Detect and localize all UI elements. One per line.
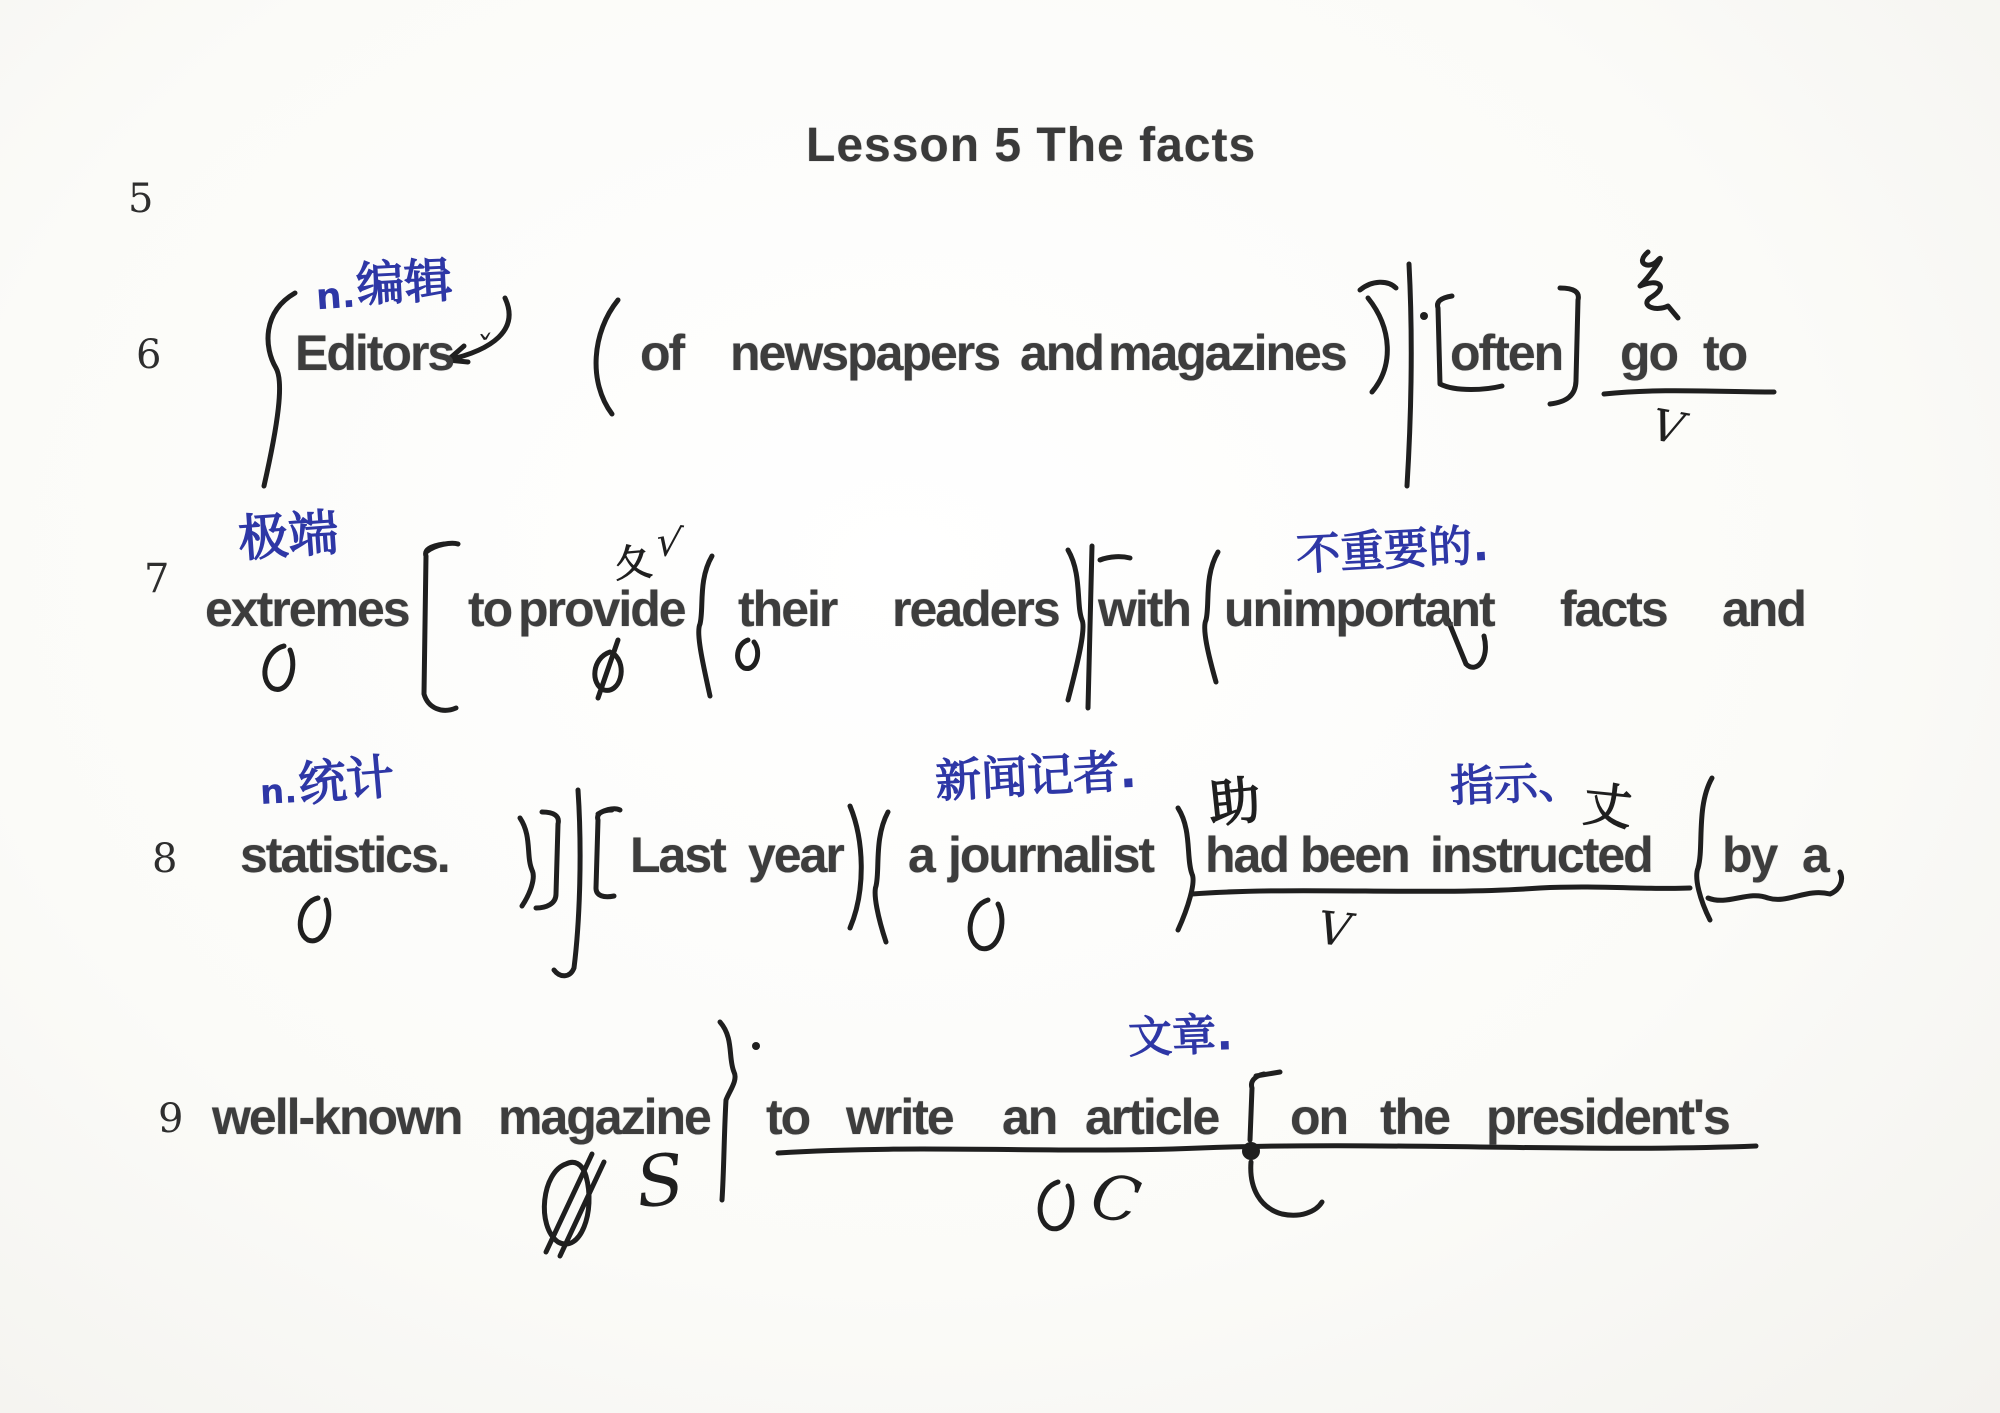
check-above-provide: √ (652, 518, 685, 568)
margin-line-number-5: 5 (128, 176, 154, 222)
brace-their-ink (699, 556, 712, 696)
word-had: had (1205, 827, 1288, 883)
margin-line-number-9: 9 (158, 1096, 184, 1142)
margin-line-number-6: 6 (136, 332, 162, 378)
brace-descender-magazine-ink (720, 1022, 735, 1200)
circle-under-extremes-ink (265, 646, 293, 689)
word-to-3: to (766, 1089, 810, 1145)
bracket-on-ink (1250, 1072, 1280, 1140)
word-of: of (640, 325, 684, 381)
word-go: go (1620, 325, 1678, 381)
note-aux-above-had: 助 (1205, 770, 1264, 836)
word-to: to (1703, 325, 1747, 381)
vertical-bar-line8-ink (554, 790, 580, 976)
word-editors: Editors (295, 325, 454, 381)
bracket-close-statistics-ink (536, 812, 558, 908)
brace-close-readers-ink (1068, 550, 1083, 700)
word-and-2: and (1722, 581, 1805, 637)
word-by: by (1722, 827, 1777, 883)
word-facts: facts (1560, 581, 1667, 637)
note-statistics-chinese: 统计 (296, 748, 397, 814)
s-mark-under-magazine: S (631, 1137, 689, 1225)
word-to-2: to (468, 581, 512, 637)
crossed-circle-under-provide-ink (595, 640, 621, 698)
word-provide: provide (518, 581, 685, 637)
overbar-with-ink (1100, 557, 1130, 560)
bracket-after-extremes-ink (424, 543, 458, 710)
underline-go-to-ink (1604, 391, 1774, 394)
brace-close-journalist-ink (1178, 808, 1193, 930)
c-mark-under-write: C (1084, 1157, 1147, 1240)
word-the: the (1380, 1089, 1449, 1145)
note-instructed-chinese: 指示、 (1449, 756, 1584, 813)
word-their: their (738, 581, 837, 637)
vertical-bar-line7-ink (1088, 546, 1092, 708)
crossed-oval-under-magazine-ink (544, 1154, 604, 1256)
dot-line9-ink (752, 1042, 760, 1050)
word-unimportant: unimportant (1224, 581, 1494, 637)
note-above-provide: 夂 (612, 539, 655, 587)
note-journalist-chinese: 新闻记者. (933, 743, 1138, 809)
word-magazines: magazines (1108, 325, 1346, 381)
margin-line-number-7: 7 (144, 556, 170, 602)
ink-blob-under-article-ink (1242, 1142, 1260, 1160)
dot-line6-ink (1420, 312, 1428, 320)
word-write: write (846, 1089, 953, 1145)
note-unimportant-chinese: 不重要的. (1295, 519, 1491, 582)
note-above-instructed: 丈 (1580, 776, 1635, 838)
circle-under-statistics-ink (300, 898, 329, 941)
left-brace-ink (264, 293, 295, 486)
brace-unimportant-ink (1205, 552, 1218, 682)
word-presidents: president's (1486, 1089, 1729, 1145)
circle-under-journalist-ink (970, 900, 1002, 949)
brace-by-ink (1697, 778, 1712, 920)
word-an: an (1002, 1089, 1057, 1145)
word-journalist: journalist (948, 827, 1154, 883)
bracket-open-last-ink (596, 809, 620, 897)
word-extremes: extremes (205, 581, 409, 637)
note-extremes-chinese: 极端 (236, 503, 341, 569)
word-readers: readers (892, 581, 1059, 637)
margin-line-number-8: 8 (152, 836, 178, 882)
word-magazine: magazine (498, 1089, 710, 1145)
note-article-chinese: 文章. (1127, 1009, 1234, 1064)
circle-under-their-ink (738, 640, 758, 669)
note-pos-n-editors: n. (314, 274, 357, 319)
o-mark-under-write-ink (1040, 1182, 1072, 1229)
word-and: and (1020, 325, 1103, 381)
brace-a-journalist-ink (875, 812, 888, 942)
paren-close-year-ink (850, 806, 861, 928)
word-a: a (908, 827, 934, 883)
underline-had-been-instructed-ink (1192, 887, 1690, 894)
hook-under-on-ink (1251, 1162, 1322, 1215)
word-instructed: instructed (1430, 827, 1652, 883)
word-on: on (1290, 1089, 1348, 1145)
word-often: often (1450, 325, 1563, 381)
word-a-2: a (1802, 827, 1828, 883)
word-with: with (1098, 581, 1190, 637)
paren-close-magazines-ink (1368, 298, 1387, 392)
word-last: Last (630, 827, 725, 883)
note-pos-n-statistics: n. (258, 771, 299, 813)
note-editors-chinese: 编辑 (354, 252, 454, 314)
tick-after-editors: ˇ (472, 328, 497, 372)
hat-over-paren-ink (1360, 282, 1396, 290)
long-underline-line9-ink (778, 1146, 1756, 1153)
word-well-known: well-known (212, 1089, 462, 1145)
word-article: article (1085, 1089, 1219, 1145)
v-mark-under-been: V (1315, 900, 1354, 958)
word-year: year (748, 827, 843, 883)
paren-open-of-ink (596, 300, 618, 414)
scribble-above-go-ink (1640, 252, 1678, 318)
brace-close-statistics-ink (520, 818, 533, 906)
page-title: Lesson 5 The facts (806, 119, 1257, 172)
vertical-bar-line6-ink (1407, 264, 1411, 486)
word-been: been (1300, 827, 1409, 883)
word-newspapers: newspapers (730, 325, 1000, 381)
v-mark-under-go-to: V (1647, 399, 1688, 456)
word-statistics: statistics. (240, 827, 449, 883)
